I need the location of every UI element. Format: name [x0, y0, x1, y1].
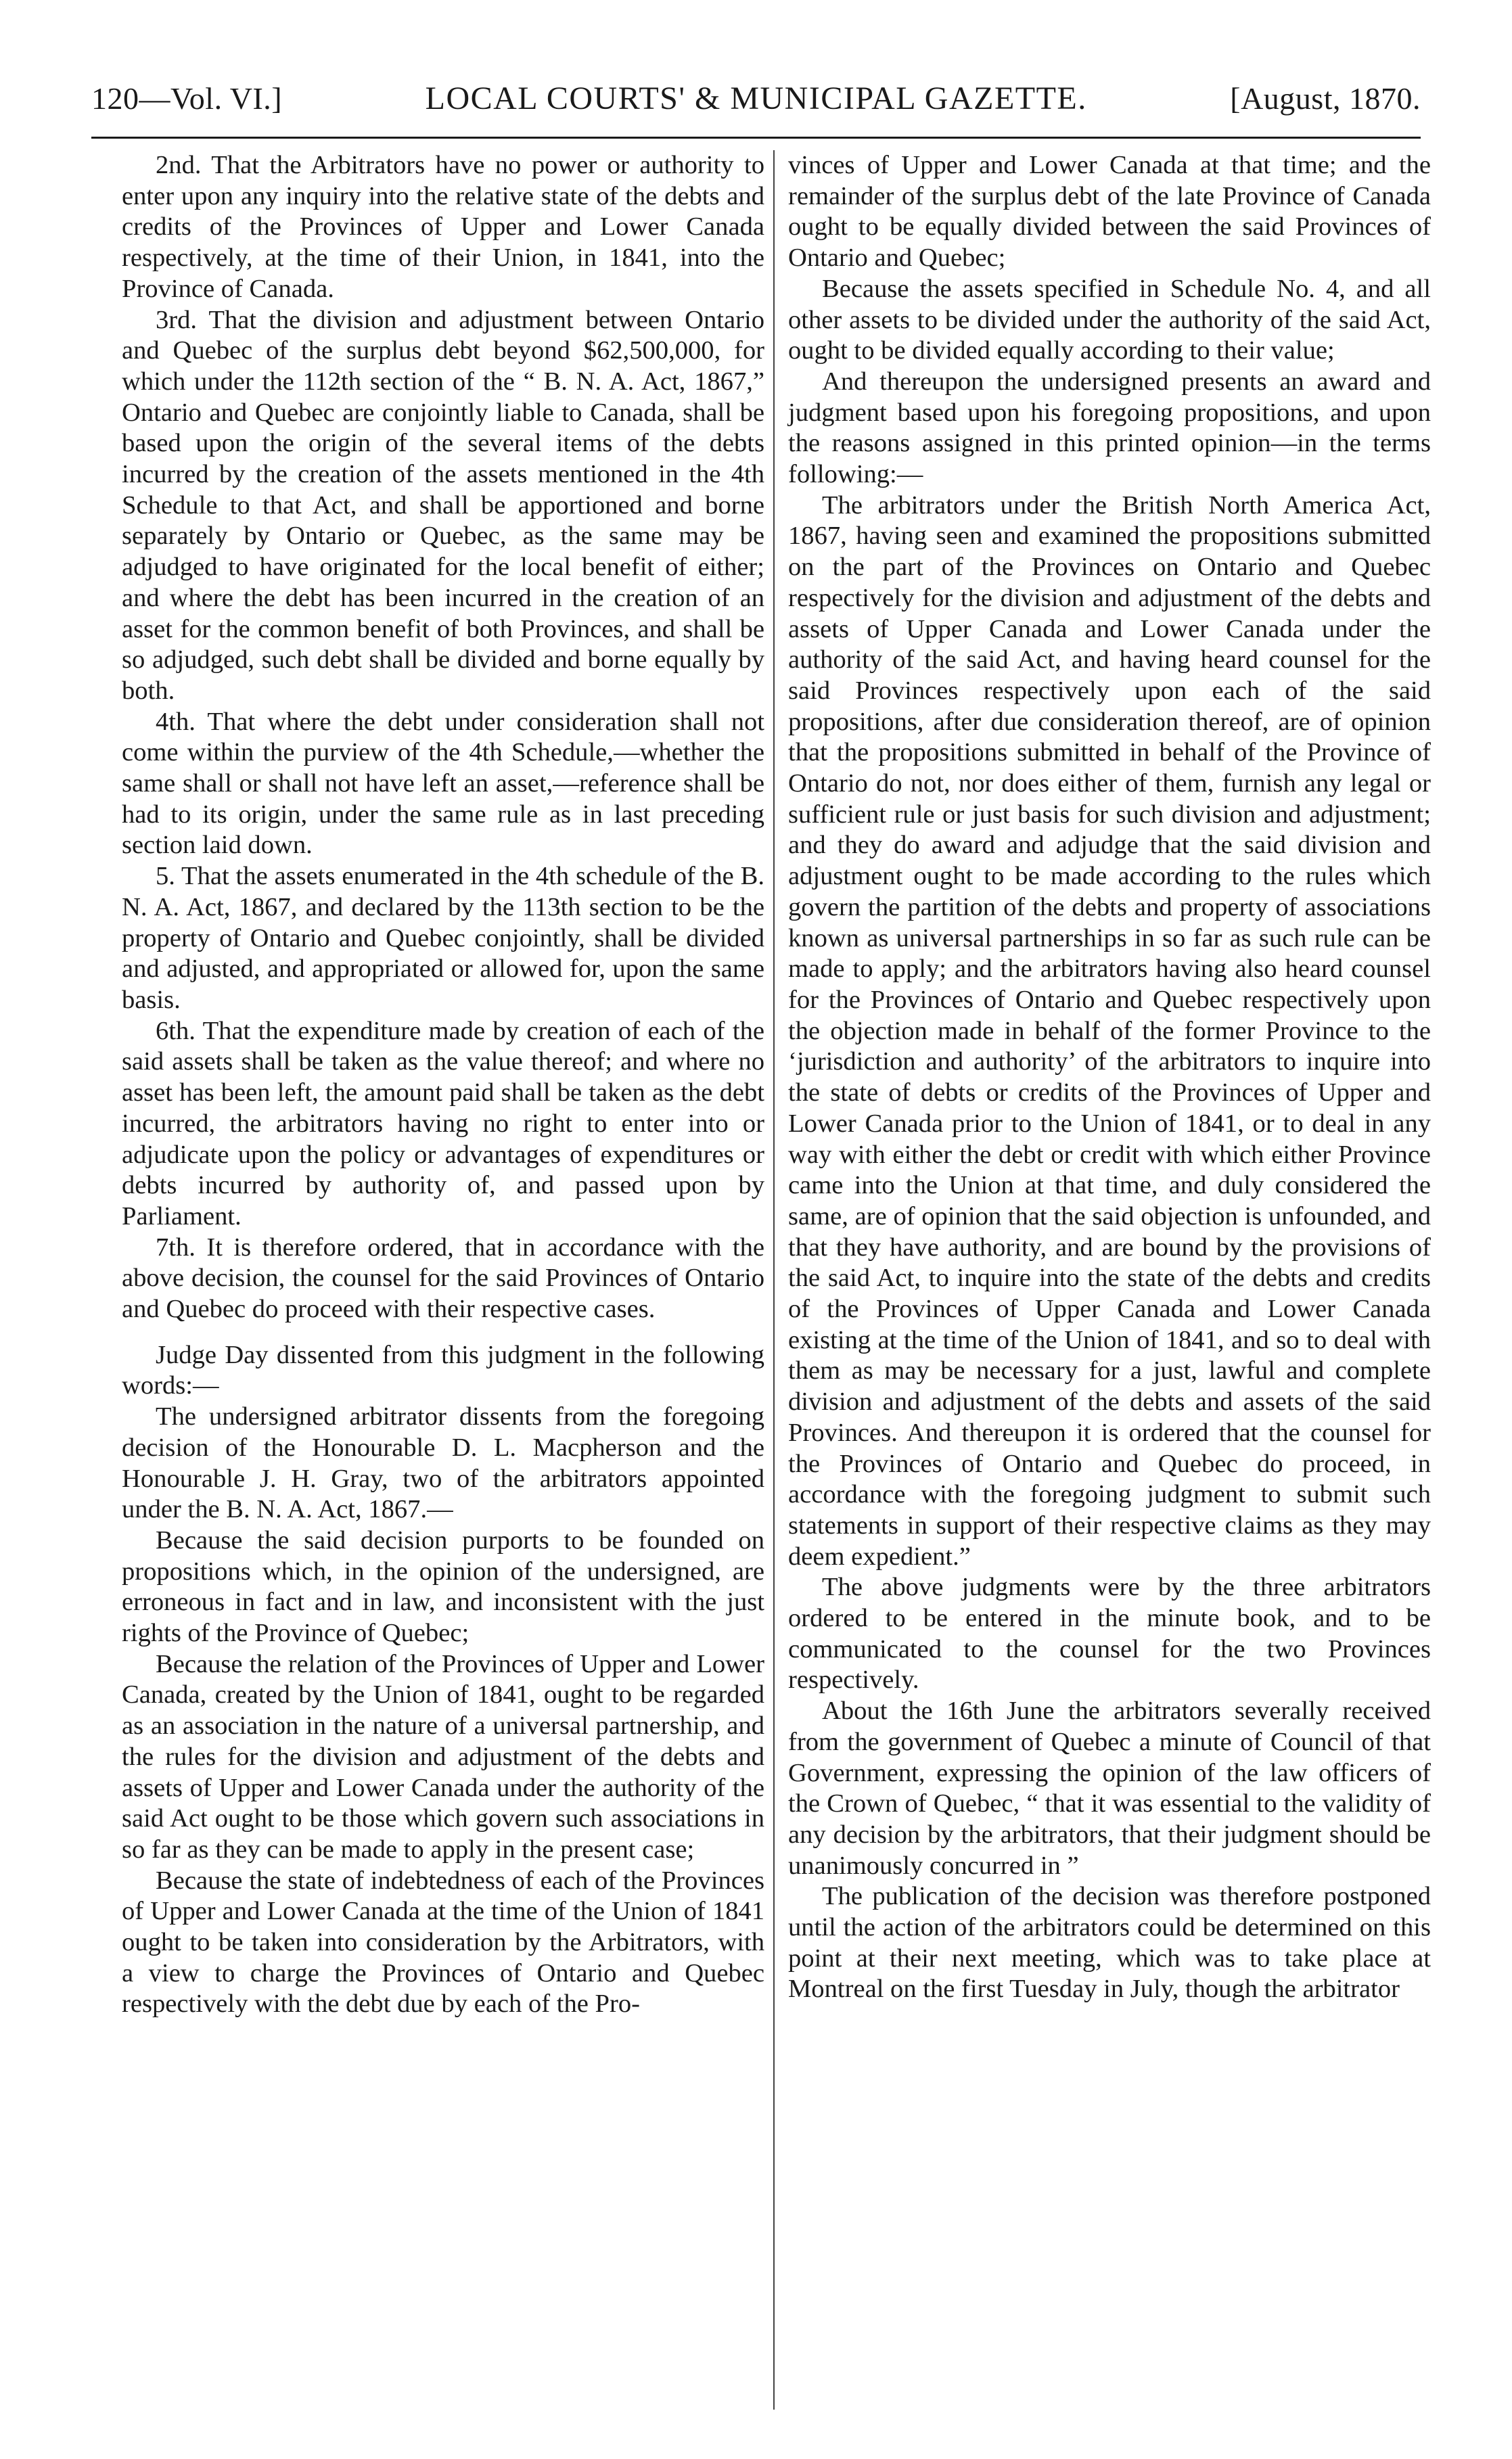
- paragraph: The arbitrators under the British North America Act, 1867, having seen and examined the propositions submitted on the part of the Provinces on Ontario and Quebec respectively for the division and adjustment of the debts and assets of Upper Canada and Lower Canada under the authority of the said Act, and having heard counsel for the said Provinces respectively upon each of the said propositions, after due consideration thereof, are of opinion that the propositions submitted in behalf of the Province of Ontario do not, nor does either of them, furnish any legal or sufficient rule or just basis for such division and adjustment; and they do award and adjudge that the said division and adjustment ought to be made according to the rules which govern the partition of the debts and property of associations known as universal partnerships in so far as such rule can be made to apply; and the arbitrators having also heard counsel for the Provinces of Ontario and Quebec respectively upon the objection made in behalf of the former Province to the ‘jurisdiction and authority’ of the arbitrators to inquire into the state of debts or credits of the Provinces of Upper and Lower Canada prior to the Union of 1841, or to deal in any way with either the debt or credit with which either Province came into the Union at that time, and duly considered the same, are of opinion that the said objection is unfounded, and that they have authority, and are bound by the provisions of the said Act, to inquire into the state of the debts and credits of the Provinces of Upper Canada and Lower Canada existing at the time of the Union of 1841, and so to deal with them as may be necessary for a just, lawful and complete division and adjustment of the debts and assets of the said Provinces. And thereupon it is ordered that the counsel for the Provinces of Ontario and Quebec do proceed, in accordance with the foregoing judgment to submit such statements in support of their respective claims as they may deem expedient.”: [788, 490, 1431, 1571]
- page-number: 120—Vol. VI.]: [91, 81, 283, 116]
- paragraph: 3rd. That the division and adjustment between Ontario and Quebec of the surplus debt beyond $62,500,000, for which under the 112th section of the “ B. N. A. Act, 1867,” Ontario and Quebec are conjointly liable to Canada, shall be based upon the origin of the several items of the debts incurred by the creation of the assets mentioned in the 4th Schedule to that Act, and shall be apportioned and borne separately by Ontario or Quebec, as the same may be adjudged to have originated for the local benefit of either; and where the debt has been incurred in the creation of an asset for the common benefit of both Provinces, and shall be so adjudged, such debt shall be divided and borne equally by both.: [122, 305, 764, 705]
- paragraph: Because the relation of the Provinces of Upper and Lower Canada, created by the Union of 1841, ought to be regarded as an association in the nature of a universal partnership, and the rules for the division and adjustment of the debts and assets of Upper and Lower Canada under the authority of the said Act ought to be those which govern such associations in so far as they can be made to apply in the present case;: [122, 1649, 764, 1864]
- paragraph: 4th. That where the debt under consideration shall not come within the purview of the 4th Schedule,—whether the same shall or shall not have left an asset,—reference shall be had to its origin, under the same rule as in last preceding section laid down.: [122, 707, 764, 860]
- paragraph: vinces of Upper and Lower Canada at that time; and the remainder of the surplus debt of the late Province of Canada ought to be equally divided between the said Provinces of Ontario and Quebec;: [788, 151, 1431, 273]
- paragraph: Because the state of indebtedness of each of the Provinces of Upper and Lower Canada at the time of the Union of 1841 ought to be taken into consideration by the Arbitrators, with a view to charge the Provinces of Ontario and Quebec respectively with the debt due by each of the Pro-: [122, 1866, 764, 2019]
- paragraph: And thereupon the undersigned presents an award and judgment based upon his foregoing propositions, and upon the reasons assigned in this printed opinion—in the terms following:—: [788, 367, 1431, 489]
- paragraph: 7th. It is therefore ordered, that in accordance with the above decision, the counsel for the said Provinces of Ontario and Quebec do proceed with their respective cases.: [122, 1233, 764, 1324]
- paragraph: Because the said decision purports to be founded on propositions which, in the opinion of the undersigned, are erroneous in fact and in law, and inconsistent with the just rights of the Province of Quebec;: [122, 1525, 764, 1648]
- right-column: [788, 150, 1431, 2005]
- paragraph: 2nd. That the Arbitrators have no power or authority to enter upon any inquiry into the relative state of the debts and credits of the Provinces of Upper and Lower Canada respectively, at the time of their Union, in 1841, into the Province of Canada.: [122, 151, 764, 303]
- header-rule: [91, 137, 1421, 139]
- paragraph: About the 16th June the arbitrators severally received from the government of Quebec a minute of Council of that Government, expressing the opinion of the law officers of the Crown of Quebec, “ that it was essential to the validity of any decision by the arbitrators, that their judgment should be unanimously concurred in ”: [788, 1697, 1431, 1880]
- paragraph: 6th. That the expenditure made by creation of each of the said assets shall be taken as the value thereof; and where no asset has been left, the amount paid shall be taken as the debt incurred, the arbitrators having no right to enter into or adjudicate upon the policy or advantages of expenditures or debts incurred by authority of, and passed upon by Parliament.: [122, 1016, 764, 1231]
- paragraph: The publication of the decision was therefore postponed until the action of the arbitrators could be determined on this point at their next meeting, which was to take place at Montreal on the first Tuesday in July, though the arbitrator: [788, 1882, 1431, 2004]
- paragraph: The above judgments were by the three arbitrators ordered to be entered in the minute book, and to be communicated to the counsel for the two Provinces respectively.: [788, 1573, 1431, 1695]
- paragraph: 5. That the assets enumerated in the 4th schedule of the B. N. A. Act, 1867, and declared by the 113th section to be the property of Ontario and Quebec conjointly, shall be divided and adjusted, and appropriated or allowed for, upon the same basis.: [122, 862, 764, 1014]
- publication-title: LOCAL COURTS' & MUNICIPAL GAZETTE.: [425, 81, 1087, 116]
- paragraph: The undersigned arbitrator dissents from the foregoing decision of the Honourable D. L. Macpherson and the Honourable J. H. Gray, two of the arbitrators appointed under the B. N. A. Act, 1867.—: [122, 1402, 764, 1524]
- issue-date: [August, 1870.: [1230, 81, 1421, 116]
- left-column: [122, 150, 764, 2020]
- column-divider: [773, 150, 775, 2410]
- paragraph: Because the assets specified in Schedule No. 4, and all other assets to be divided under the authority of the said Act, ought to be divided equally according to their value;: [788, 274, 1431, 365]
- running-header: [91, 80, 1421, 134]
- paragraph: Judge Day dissented from this judgment in the following words:—: [122, 1340, 764, 1400]
